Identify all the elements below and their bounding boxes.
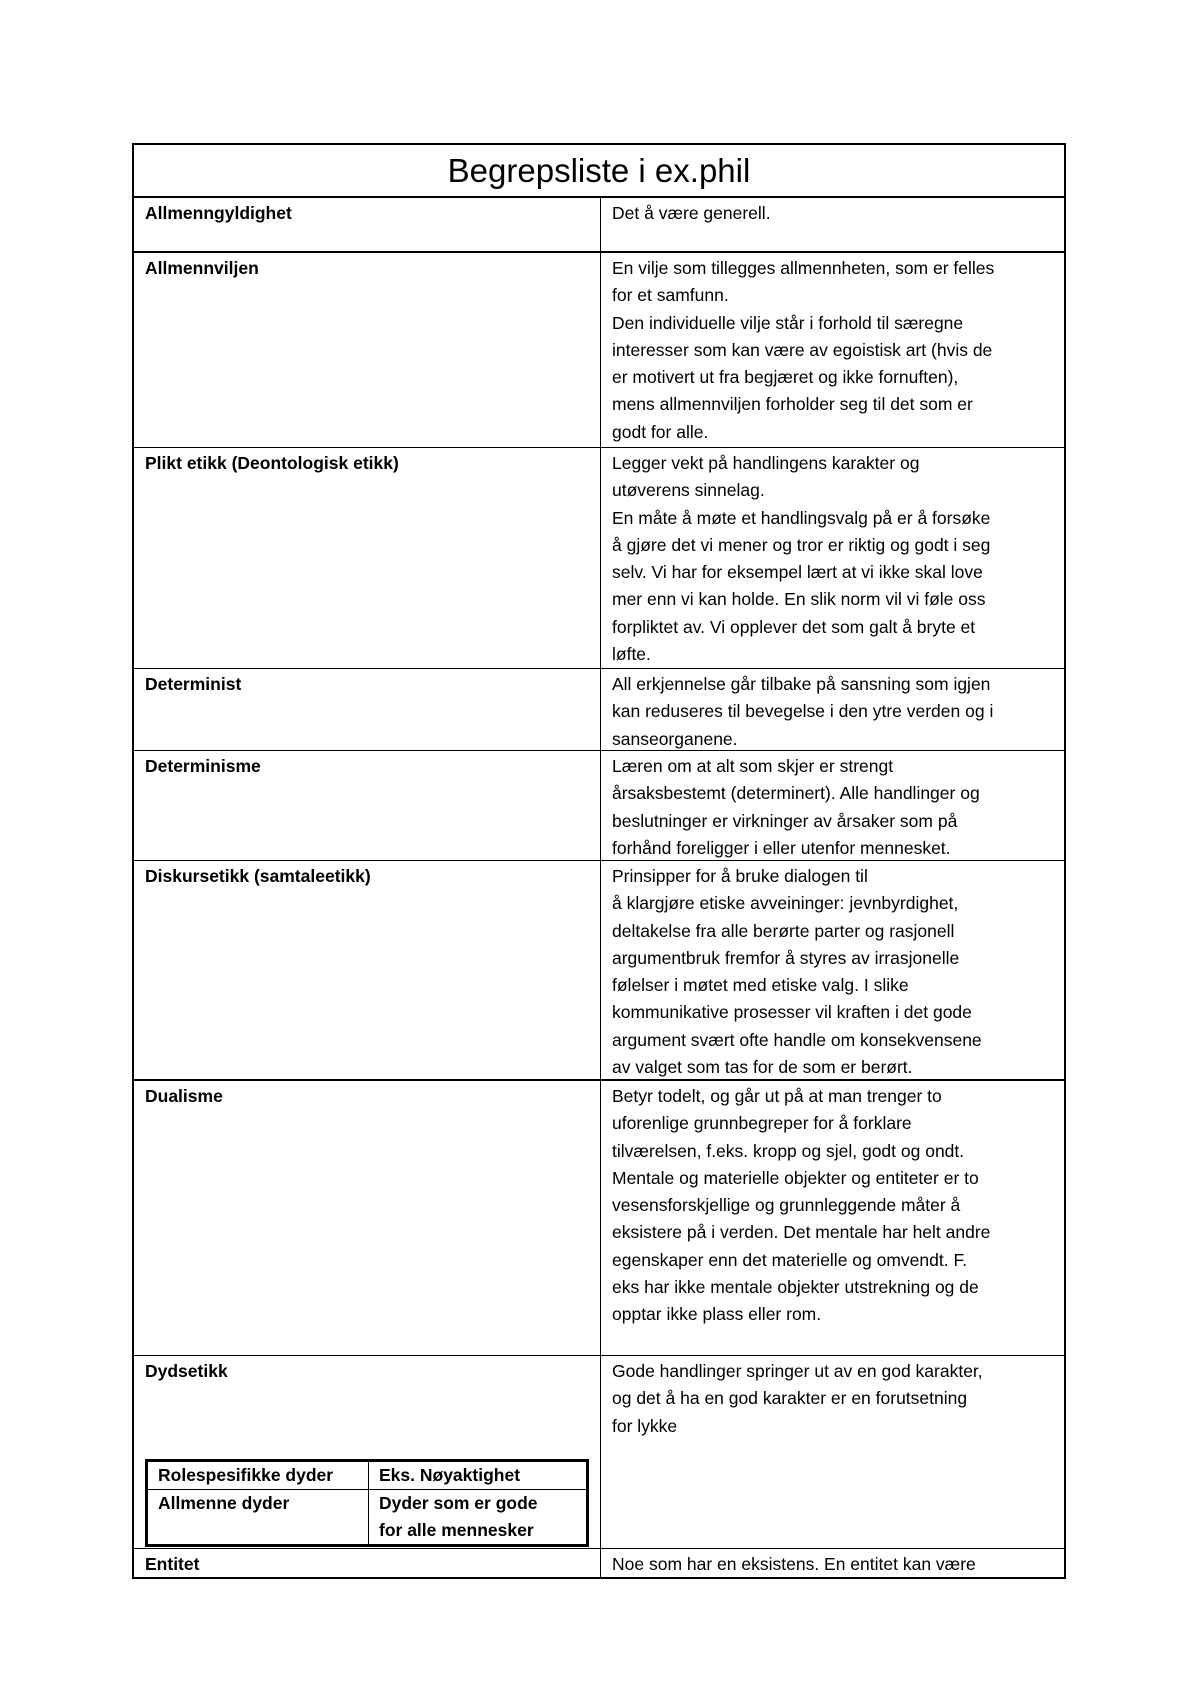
definition-cell: Legger vekt på handlingens karakter og utøverens sinnelag. En måte å møte et handlingsvalg på er å forsøke å gjøre det vi mener og tror er riktig og godt i seg selv. Vi har for eksempel lært at vi ikke skal love mer enn vi kan holde. En slik norm vil vi føle oss forpliktet av. Vi opplever det som galt å bryte et løfte. — [612, 453, 991, 665]
table-row — [134, 1356, 1064, 1549]
table-row — [134, 751, 1064, 861]
definition-cell: Det å være generell. — [612, 203, 771, 223]
table-row — [134, 669, 1064, 751]
subtable-row — [148, 1462, 587, 1490]
table-row — [134, 448, 1064, 669]
virtue-type-cell: Allmenne dyder — [148, 1490, 369, 1545]
table-row — [134, 253, 1064, 448]
virtue-example-cell: Eks. Nøyaktighet — [369, 1462, 587, 1490]
table-row — [134, 1549, 1064, 1577]
term-cell: Allmennviljen — [134, 253, 601, 447]
term-cell: Diskursetikk (samtaleetikk) — [134, 861, 601, 1079]
virtues-subtable — [145, 1459, 589, 1547]
term-cell: Allmenngyldighet — [134, 198, 601, 251]
definition-cell: En vilje som tillegges allmennheten, som er felles for et samfunn. Den individuelle vilje står i forhold til særegne interesser som kan være av egoistisk art (hvis de er motivert ut fra begjæret og ikke fornuften), mens allmennviljen forholder seg til det som er godt for alle. — [612, 258, 995, 442]
term-cell: Entitet — [134, 1549, 601, 1577]
definition-cell: Betyr todelt, og går ut på at man trenger to uforenlige grunnbegreper for å forklare tilværelsen, f.eks. kropp og sjel, godt og ondt. Mentale og materielle objekter og entiteter er to vesensforskjellige og grunnleggende måter å eksistere på i verden. Det mentale har helt andre egenskaper enn det materielle og omvendt. F. eks har ikke mentale objekter utstrekning og de opptar ikke plass eller rom. — [612, 1086, 991, 1325]
subtable-row — [148, 1490, 587, 1545]
definition-cell: Gode handlinger springer ut av en god karakter, og det å ha en god karakter er en forutsetning for lykke — [612, 1361, 983, 1436]
term-label: Dydsetikk — [145, 1361, 228, 1381]
definition-cell: Prinsipper for å bruke dialogen til å klargjøre etiske avveininger: jevnbyrdighet, deltakelse fra alle berørte parter og rasjonell argumentbruk fremfor å styres av irrasjonelle følelser i møtet med etiske valg. I slike kommunikative prosesser vil kraften i det gode argument svært ofte handle om konsekvensene av valget som tas for de som er berørt. — [612, 866, 982, 1078]
page-title: Begrepsliste i ex.phil — [447, 152, 751, 189]
term-cell: Dualisme — [134, 1081, 601, 1355]
table-row — [134, 198, 1064, 253]
title-row — [134, 145, 1064, 198]
definition-cell: Læren om at alt som skjer er strengt årsaksbestemt (determinert). Alle handlinger og beslutninger er virkninger av årsaker som på forhånd foreligger i eller utenfor mennesket. — [612, 756, 980, 858]
definition-cell: All erkjennelse går tilbake på sansning som igjen kan reduseres til bevegelse i den ytre verden og i sanseorganene. — [612, 674, 994, 749]
term-cell: Plikt etikk (Deontologisk etikk) — [134, 448, 601, 668]
term-cell: Determinisme — [134, 751, 601, 860]
virtue-type-cell: Rolespesifikke dyder — [148, 1462, 369, 1490]
table-row — [134, 861, 1064, 1081]
virtue-example-cell: Dyder som er gode for alle mennesker — [369, 1490, 587, 1545]
glossary-table — [132, 143, 1066, 1579]
term-cell — [134, 1356, 601, 1548]
table-row — [134, 1081, 1064, 1356]
definition-cell: Noe som har en eksistens. En entitet kan være — [612, 1554, 976, 1574]
term-cell: Determinist — [134, 669, 601, 750]
